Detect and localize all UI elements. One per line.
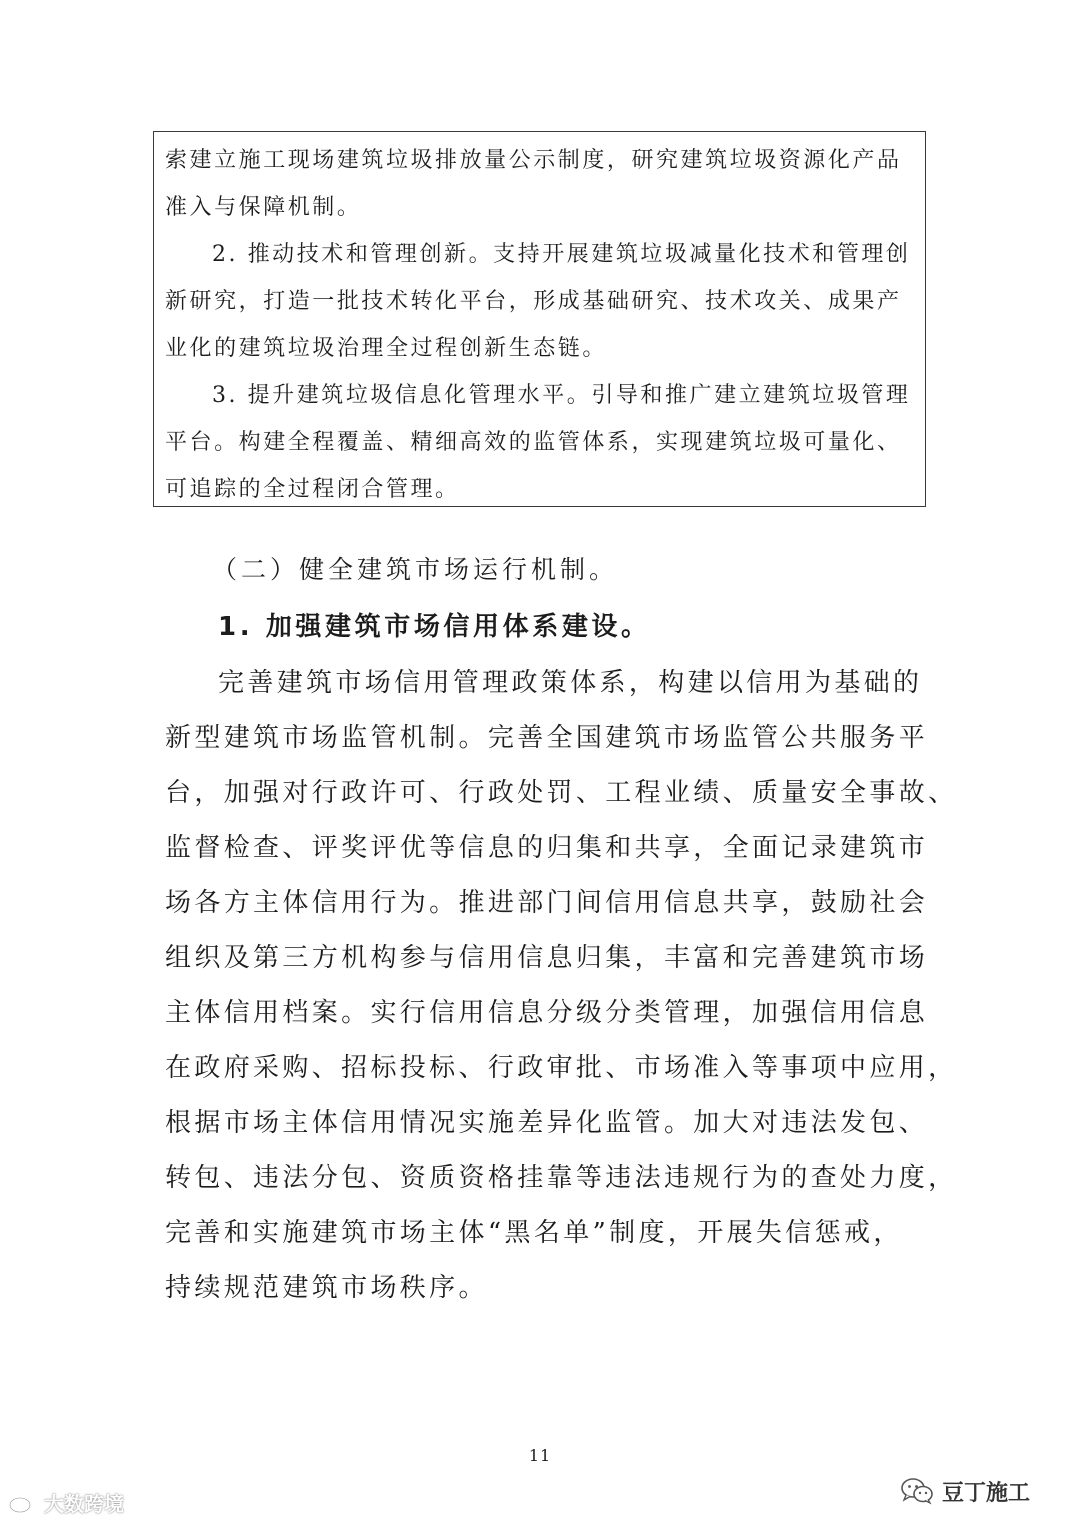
weibo-logo-icon (8, 1490, 38, 1514)
body-line: 持续规范建筑市场秩序。 (165, 1273, 488, 1303)
body-line: 完善建筑市场信用管理政策体系，构建以信用为基础的 (218, 668, 923, 698)
section-heading: （二）健全建筑市场运行机制。 (212, 555, 619, 584)
box-line: 准入与保障机制。 (165, 195, 362, 220)
watermark-right (900, 1474, 1030, 1508)
page-number: 11 (528, 1446, 552, 1465)
body-line: 主体信用档案。实行信用信息分级分类管理，加强信用信息 (165, 998, 929, 1028)
wechat-logo-icon (900, 1477, 934, 1505)
body-line: 台，加强对行政许可、行政处罚、工程业绩、质量安全事故、 (165, 778, 958, 808)
body-line: 在政府采购、招标投标、行政审批、市场准入等事项中应用， (165, 1053, 958, 1083)
box-line: 平台。构建全程覆盖、精细高效的监管体系，实现建筑垃圾可量化、 (165, 430, 902, 455)
box-line: 索建立施工现场建筑垃圾排放量公示制度，研究建筑垃圾资源化产品 (165, 148, 902, 173)
subsection-heading: 1. 加强建筑市场信用体系建设。 (218, 612, 651, 642)
box-line: 新研究，打造一批技术转化平台，形成基础研究、技术攻关、成果产 (165, 289, 902, 314)
box-line: 3. 提升建筑垃圾信息化管理水平。引导和推广建立建筑垃圾管理 (212, 383, 911, 408)
watermark-left-text: 大数跨境 (44, 1491, 124, 1516)
box-line: 可追踪的全过程闭合管理。 (165, 477, 460, 502)
watermark-right-text: 豆丁施工 (942, 1480, 1031, 1506)
box-line: 业化的建筑垃圾治理全过程创新生态链。 (165, 336, 607, 361)
body-line: 转包、违法分包、资质资格挂靠等违法违规行为的查处力度， (165, 1163, 958, 1193)
body-line: 组织及第三方机构参与信用信息归集，丰富和完善建筑市场 (165, 943, 929, 973)
watermark-left (8, 1488, 124, 1516)
body-line: 完善和实施建筑市场主体“黑名单”制度，开展失信惩戒， (165, 1218, 903, 1248)
body-line: 根据市场主体信用情况实施差异化监管。加大对违法发包、 (165, 1108, 929, 1138)
body-line: 监督检查、评奖评优等信息的归集和共享，全面记录建筑市 (165, 833, 929, 863)
body-line: 场各方主体信用行为。推进部门间信用信息共享，鼓励社会 (165, 888, 929, 918)
box-line: 2. 推动技术和管理创新。支持开展建筑垃圾减量化技术和管理创 (212, 242, 911, 267)
body-line: 新型建筑市场监管机制。完善全国建筑市场监管公共服务平 (165, 723, 929, 753)
